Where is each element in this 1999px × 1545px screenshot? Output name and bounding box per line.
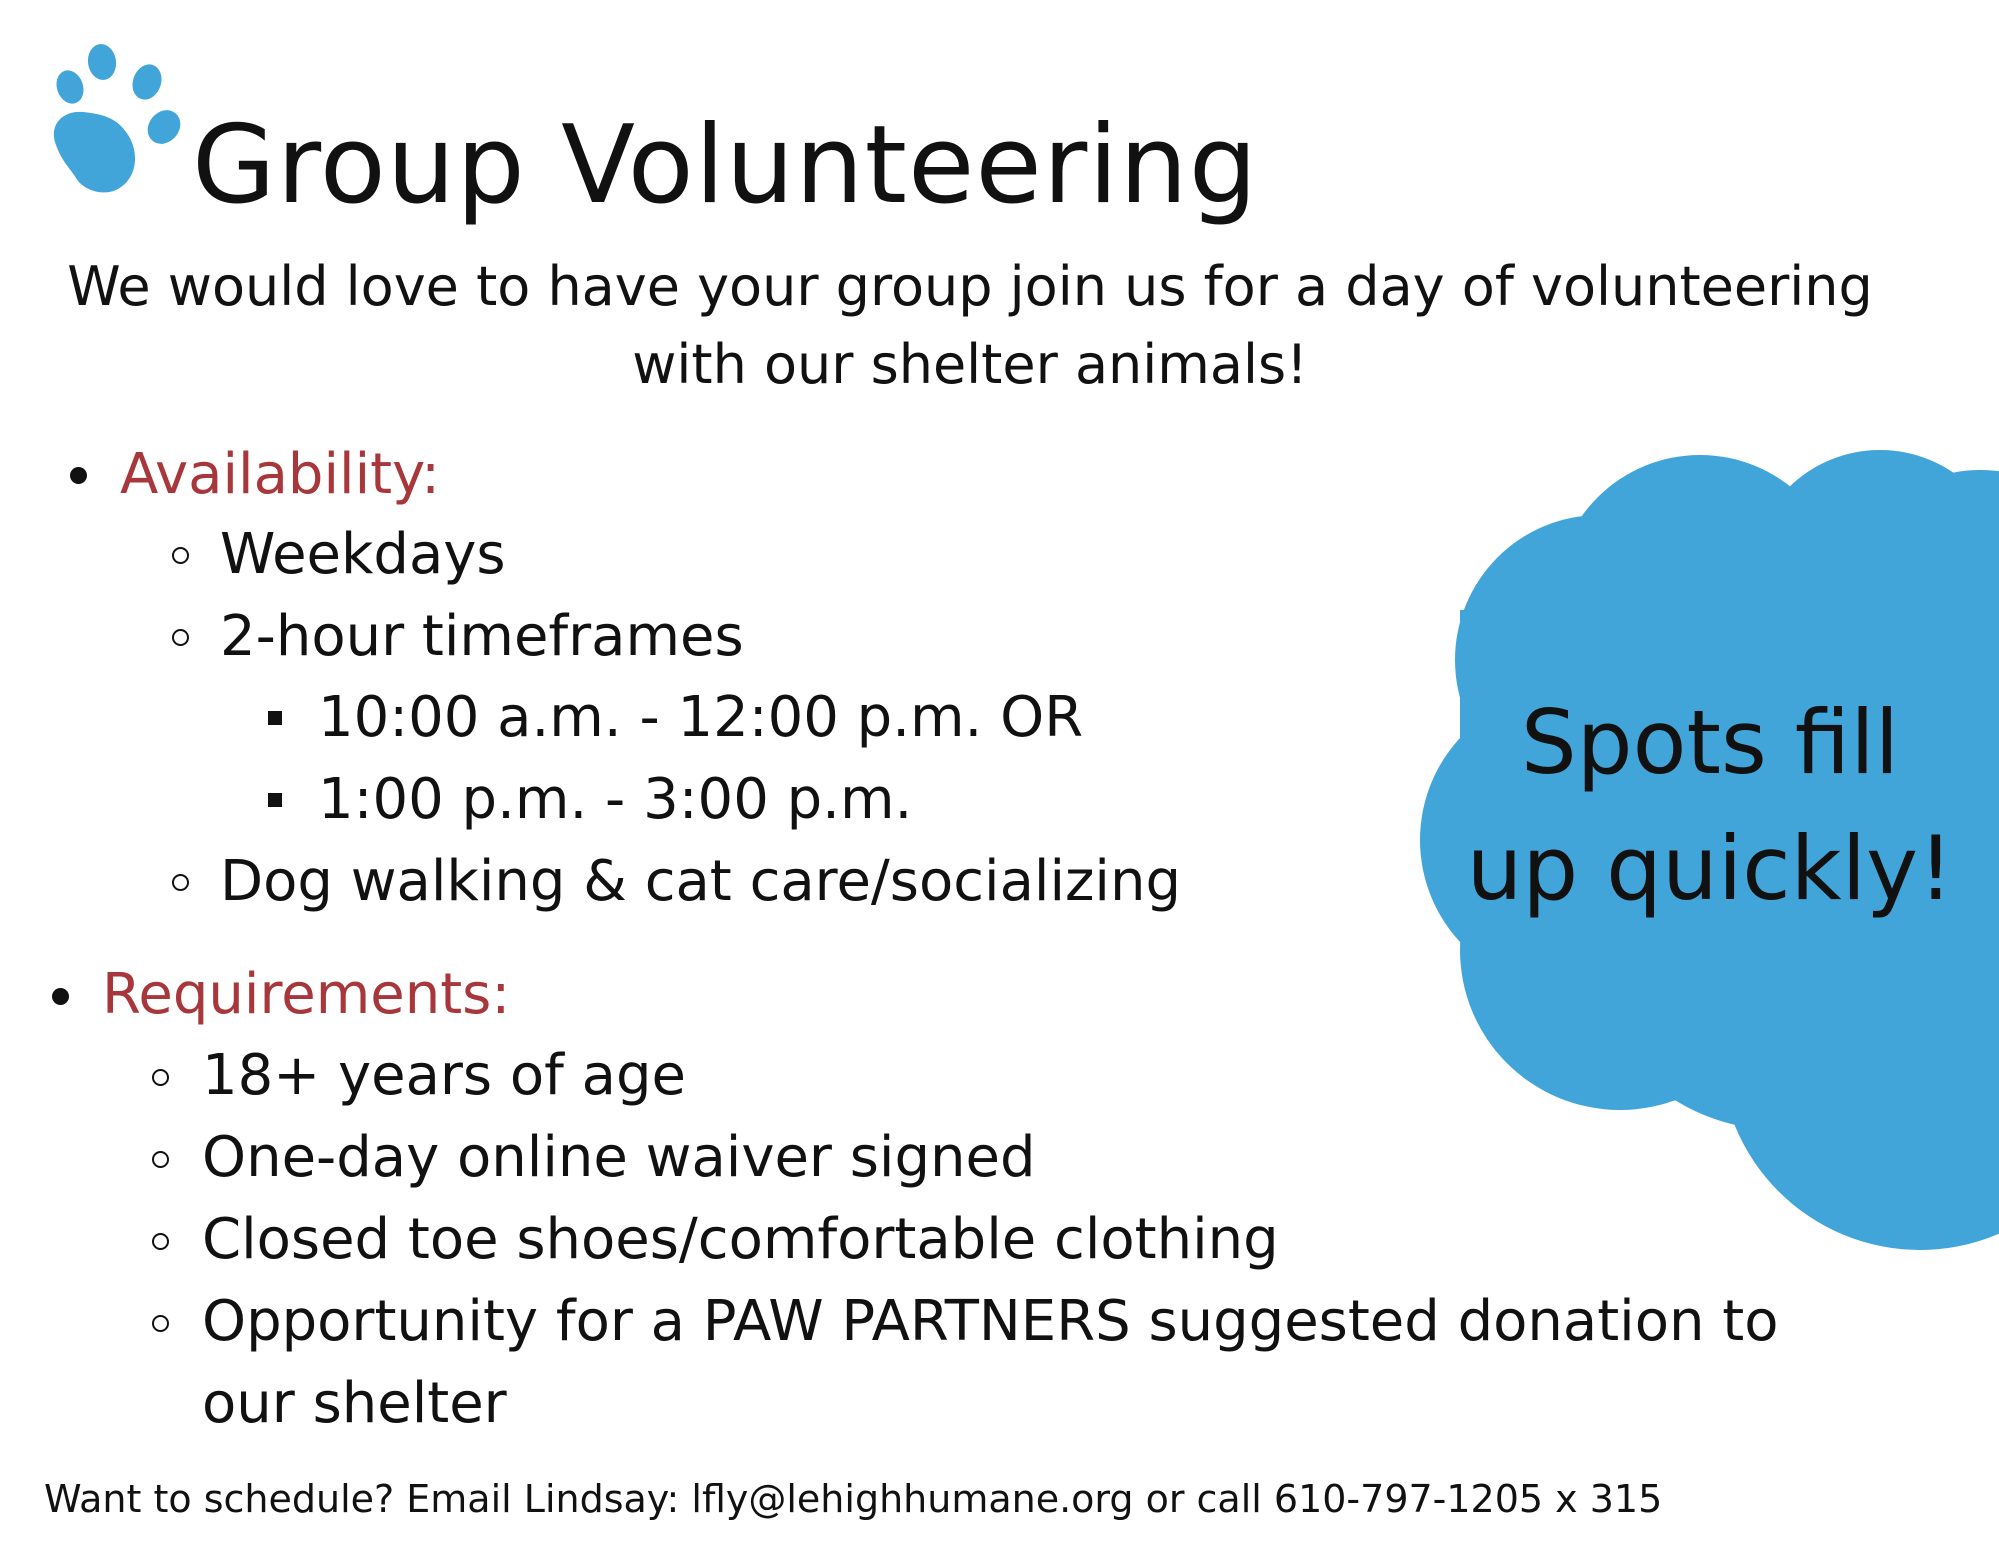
paw-print-icon xyxy=(48,40,198,200)
requirements-heading: Requirements: xyxy=(102,962,511,1027)
requirements-bullet xyxy=(52,988,69,1005)
list-item: Closed toe shoes/comfortable clothing xyxy=(202,1207,1279,1272)
intro-text xyxy=(30,248,1910,404)
list-bullet xyxy=(152,1069,169,1086)
list-item: Opportunity for a PAW PARTNERS suggested donation to xyxy=(202,1289,1779,1354)
list-bullet xyxy=(268,711,282,725)
availability-bullet xyxy=(70,467,87,484)
list-item: 2-hour timeframes xyxy=(220,604,744,669)
list-item: 18+ years of age xyxy=(202,1043,686,1108)
availability-heading: Availability: xyxy=(120,442,441,507)
list-bullet xyxy=(152,1233,169,1250)
list-bullet xyxy=(268,793,282,807)
list-item: 1:00 p.m. - 3:00 p.m. xyxy=(318,767,913,832)
callout-line-2: up quickly! xyxy=(1466,817,1954,920)
callout-text xyxy=(1455,680,1965,932)
list-item: Dog walking & cat care/socializing xyxy=(220,849,1181,914)
list-bullet xyxy=(152,1315,169,1332)
callout-line-1: Spots fill xyxy=(1520,691,1900,794)
list-bullet xyxy=(172,547,189,564)
intro-line-2: with our shelter animals! xyxy=(632,333,1308,396)
page-title: Group Volunteering xyxy=(192,103,1259,228)
list-bullet xyxy=(152,1151,169,1168)
list-item-continued: our shelter xyxy=(202,1371,507,1436)
list-bullet xyxy=(172,629,189,646)
list-bullet xyxy=(172,874,189,891)
intro-line-1: We would love to have your group join us for a day of volunteering xyxy=(67,255,1873,318)
footer-contact: Want to schedule? Email Lindsay: lfly@lehighhumane.org or call 610-797-1205 x 315 xyxy=(44,1477,1663,1521)
list-item: 10:00 a.m. - 12:00 p.m. OR xyxy=(318,685,1084,750)
list-item: Weekdays xyxy=(220,522,506,587)
list-item: One-day online waiver signed xyxy=(202,1125,1036,1190)
